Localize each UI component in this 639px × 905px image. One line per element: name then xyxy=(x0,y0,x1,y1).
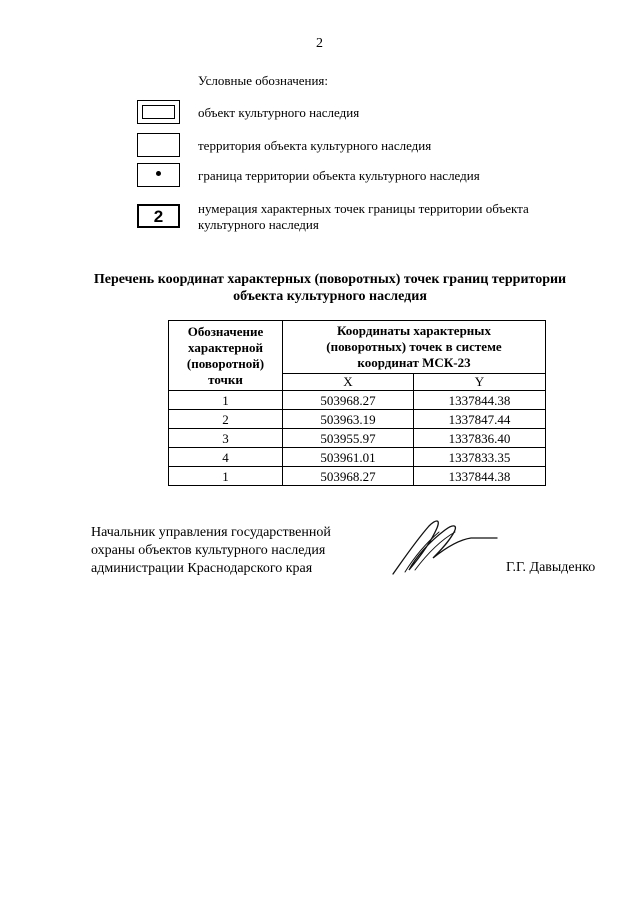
cell-x: 503968.27 xyxy=(283,467,414,486)
table-row xyxy=(169,391,546,410)
boundary-point-icon xyxy=(137,163,180,187)
cell-x: 503968.27 xyxy=(283,391,414,410)
legend-item-territory xyxy=(137,133,577,163)
cell-point: 1 xyxy=(169,391,283,410)
position-line: Начальник управления государственной xyxy=(91,525,331,540)
legend-label: территория объекта культурного наследия xyxy=(198,138,432,153)
signatory-position xyxy=(91,524,331,578)
table-row xyxy=(169,467,546,486)
heading-line: Перечень координат характерных (поворотных) точек границ территории xyxy=(93,272,567,287)
numbering-icon: 2 xyxy=(137,204,180,228)
cell-y: 1337836.40 xyxy=(414,429,546,448)
legend-label: нумерация характерных точек границы территории объекта культурного наследия xyxy=(198,201,529,232)
legend-item-object xyxy=(137,100,577,130)
cultural-heritage-object-icon xyxy=(137,100,180,124)
position-line: охраны объектов культурного наследия xyxy=(91,543,326,558)
cell-y: 1337833.35 xyxy=(414,448,546,467)
legend-label: граница территории объекта культурного наследия xyxy=(198,168,480,183)
cell-x: 503955.97 xyxy=(283,429,414,448)
legend-item-boundary xyxy=(137,163,577,193)
legend-label: объект культурного наследия xyxy=(198,105,360,120)
table-row xyxy=(169,410,546,429)
handwritten-signature xyxy=(385,512,505,582)
cell-y: 1337847.44 xyxy=(414,410,546,429)
legend-item-numbering xyxy=(137,201,577,234)
cell-point: 4 xyxy=(169,448,283,467)
cell-x: 503961.01 xyxy=(283,448,414,467)
cell-y: 1337844.38 xyxy=(414,467,546,486)
header-point: Обозначение характерной (поворотной) точки xyxy=(169,321,283,391)
table-heading xyxy=(40,271,620,305)
cell-y: 1337844.38 xyxy=(414,391,546,410)
page-number: 2 xyxy=(316,36,323,51)
cell-point: 1 xyxy=(169,467,283,486)
position-line: администрации Краснодарского края xyxy=(91,561,313,576)
legend-title: Условные обозначения: xyxy=(198,73,329,88)
heading-line: объекта культурного наследия xyxy=(233,289,427,304)
signatory-name: Г.Г. Давыденко xyxy=(506,560,596,575)
header-y: Y xyxy=(414,374,546,391)
coordinates-table xyxy=(168,320,546,486)
cell-point: 2 xyxy=(169,410,283,429)
cell-x: 503963.19 xyxy=(283,410,414,429)
header-coordinates: Координаты характерных (поворотных) точек в системе координат МСК-23 xyxy=(283,321,546,374)
cell-point: 3 xyxy=(169,429,283,448)
table-row xyxy=(169,429,546,448)
table-row xyxy=(169,448,546,467)
header-x: X xyxy=(283,374,414,391)
territory-icon xyxy=(137,133,180,157)
